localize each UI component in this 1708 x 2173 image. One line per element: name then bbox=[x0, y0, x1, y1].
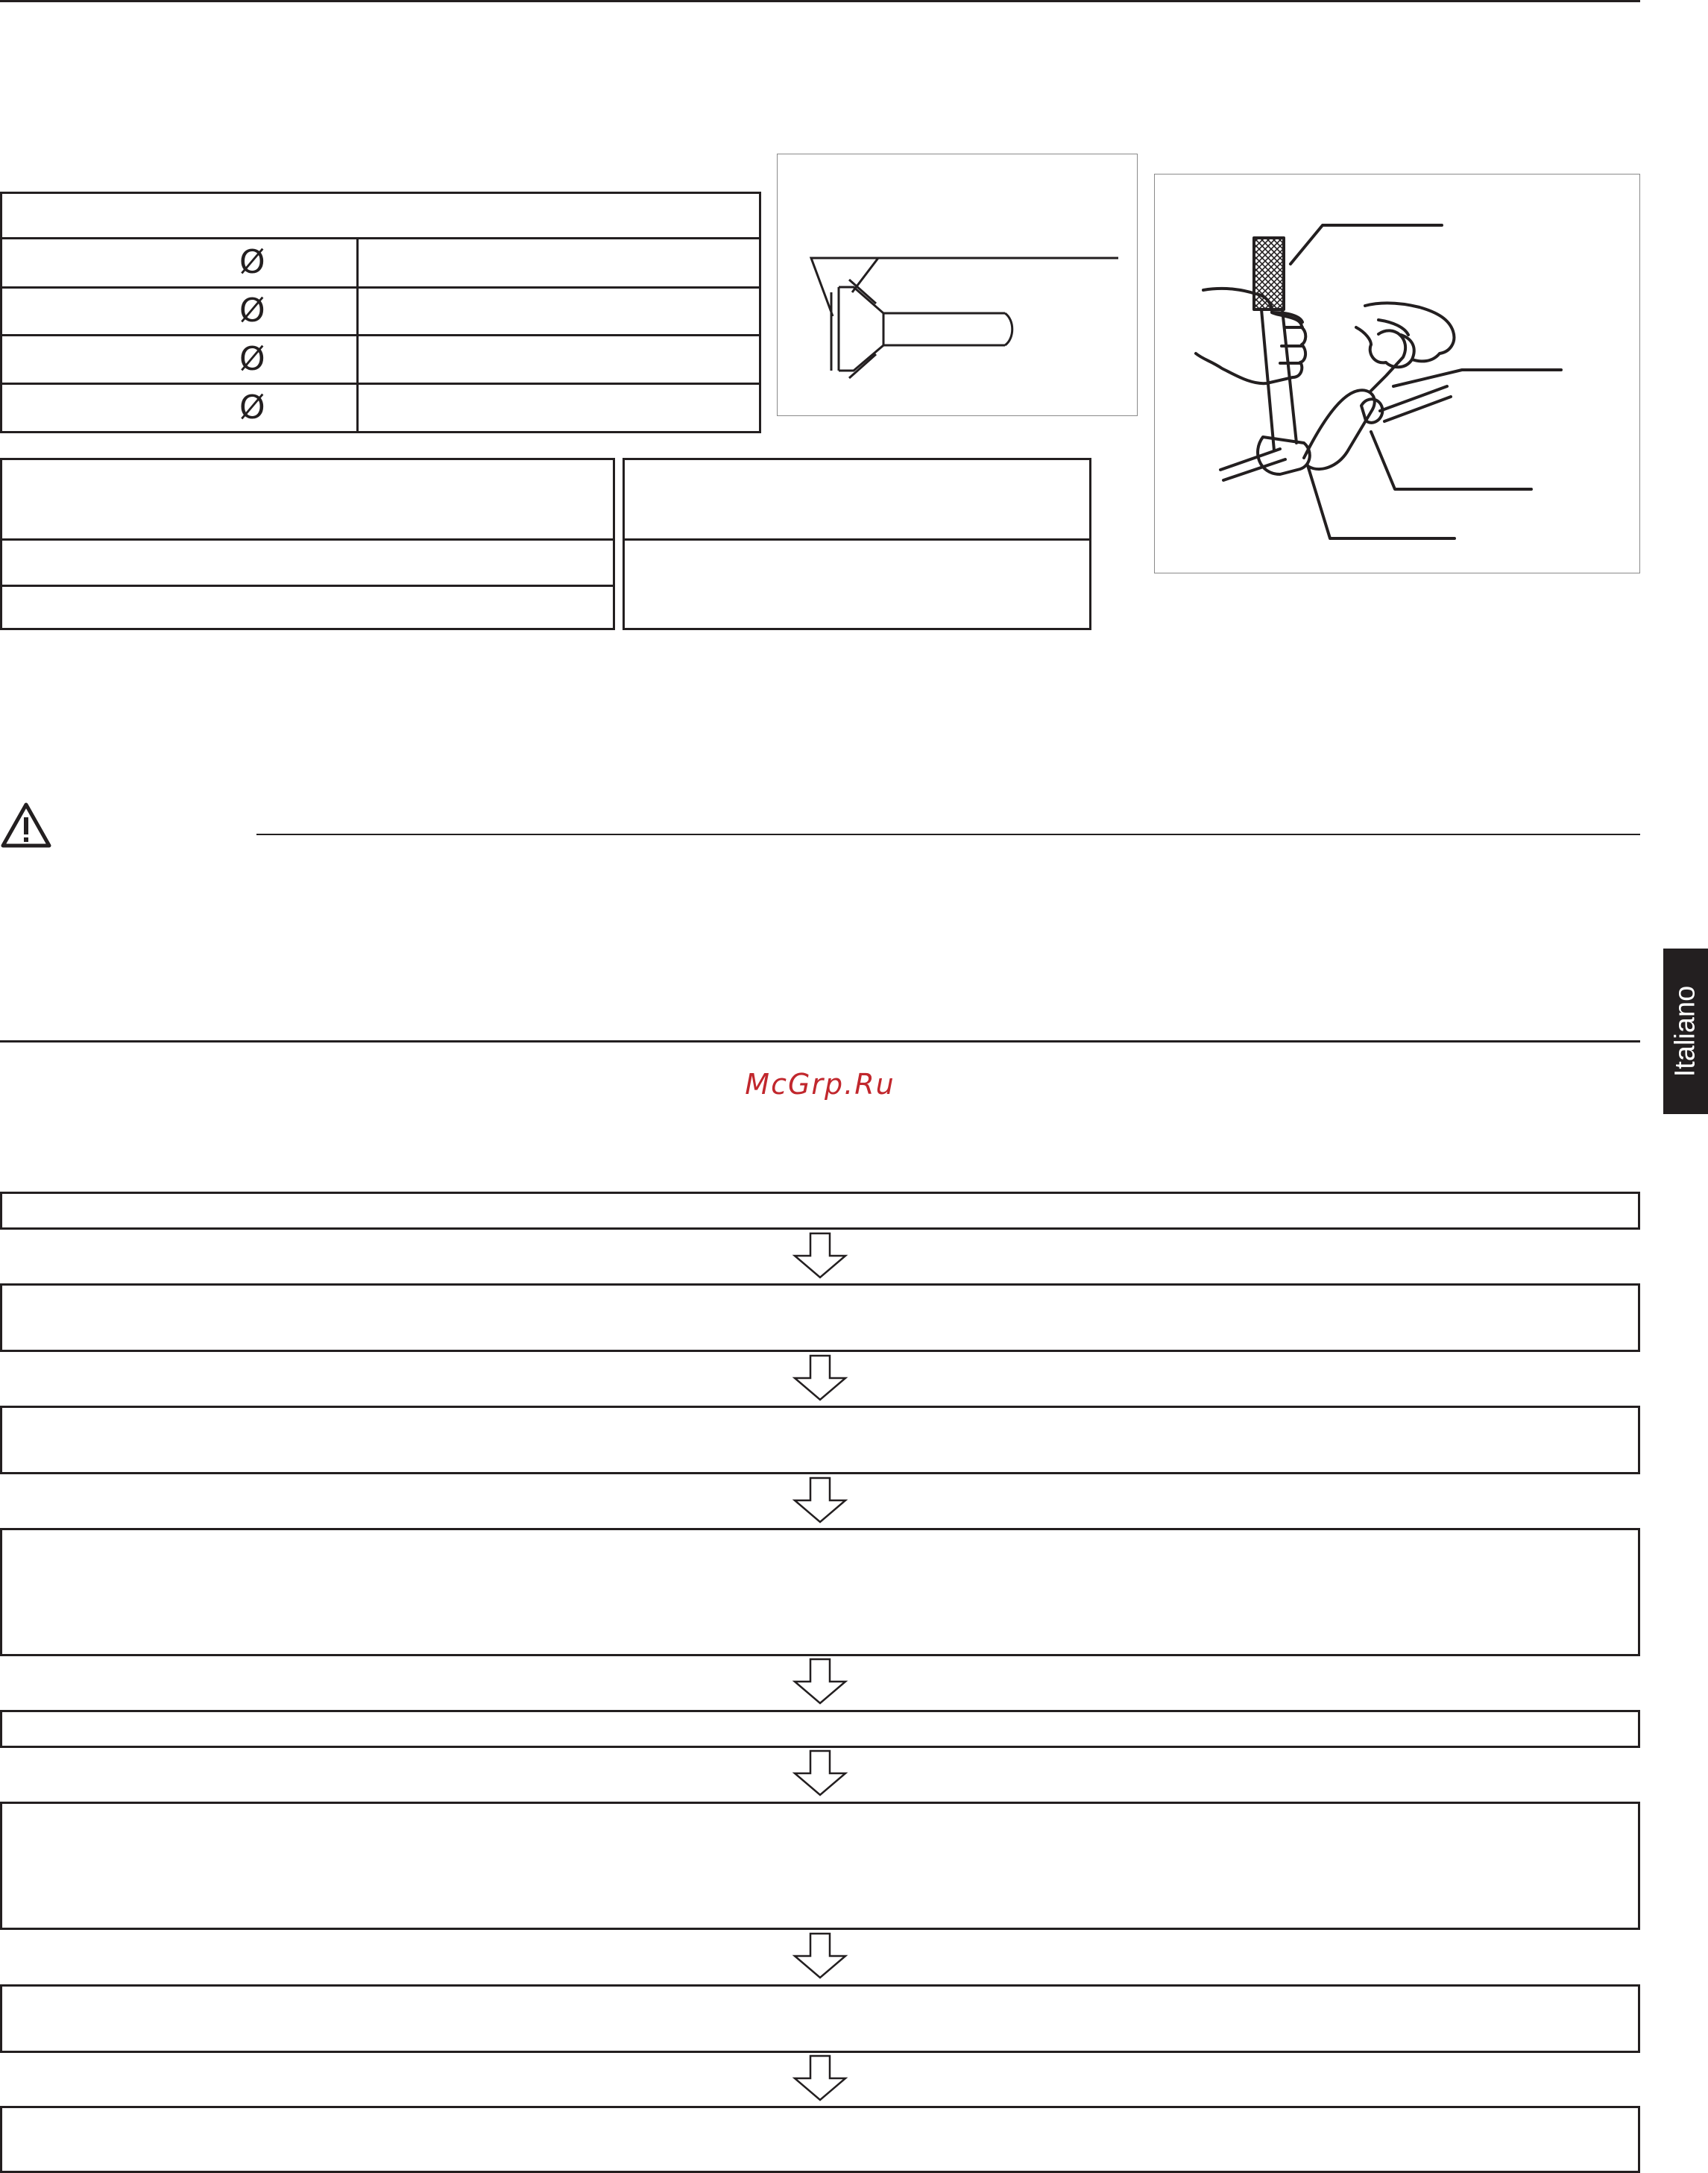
flow-step bbox=[0, 1192, 1640, 1230]
down-arrow-icon bbox=[792, 2054, 848, 2102]
tool-note-table bbox=[623, 458, 1091, 630]
table-row-divider bbox=[2, 334, 759, 336]
flow-step bbox=[0, 1406, 1640, 1474]
tool-table bbox=[0, 458, 615, 630]
diameter-symbol: Ø bbox=[239, 243, 265, 281]
flow-step bbox=[0, 2106, 1640, 2173]
warning-triangle-icon bbox=[0, 802, 52, 849]
diameter-symbol: Ø bbox=[239, 389, 265, 427]
top-rule bbox=[0, 0, 1640, 2]
table-row-divider bbox=[2, 383, 759, 385]
language-tab-label: Italiano bbox=[1669, 985, 1701, 1078]
down-arrow-icon bbox=[792, 1658, 848, 1705]
flare-pipe-illustration bbox=[778, 154, 1136, 415]
diameter-symbol: Ø bbox=[239, 292, 265, 330]
down-arrow-icon bbox=[792, 1354, 848, 1402]
pipe-size-table bbox=[0, 192, 761, 433]
down-arrow-icon bbox=[792, 1932, 848, 1980]
down-arrow-icon bbox=[792, 1477, 848, 1524]
torque-wrench-hands-illustration bbox=[1155, 174, 1639, 572]
table-row-divider bbox=[625, 538, 1089, 541]
down-arrow-icon bbox=[792, 1232, 848, 1280]
watermark: McGrp.Ru bbox=[745, 1068, 895, 1101]
table-row-divider bbox=[2, 286, 759, 289]
flow-step bbox=[0, 1528, 1640, 1656]
flare-pipe-figure bbox=[777, 154, 1138, 416]
flow-step bbox=[0, 1710, 1640, 1748]
language-tab bbox=[1663, 949, 1708, 1114]
flow-step bbox=[0, 1802, 1640, 1930]
torque-wrench-figure bbox=[1154, 174, 1640, 573]
flow-step bbox=[0, 1984, 1640, 2053]
down-arrow-icon bbox=[792, 1749, 848, 1797]
diameter-symbol: Ø bbox=[239, 340, 265, 378]
table-column-divider bbox=[356, 237, 359, 431]
section-rule bbox=[0, 1040, 1640, 1043]
table-row-divider bbox=[2, 585, 613, 587]
warning-rule bbox=[256, 834, 1640, 835]
flow-step bbox=[0, 1283, 1640, 1352]
table-row-divider bbox=[2, 237, 759, 239]
table-row-divider bbox=[2, 538, 613, 541]
